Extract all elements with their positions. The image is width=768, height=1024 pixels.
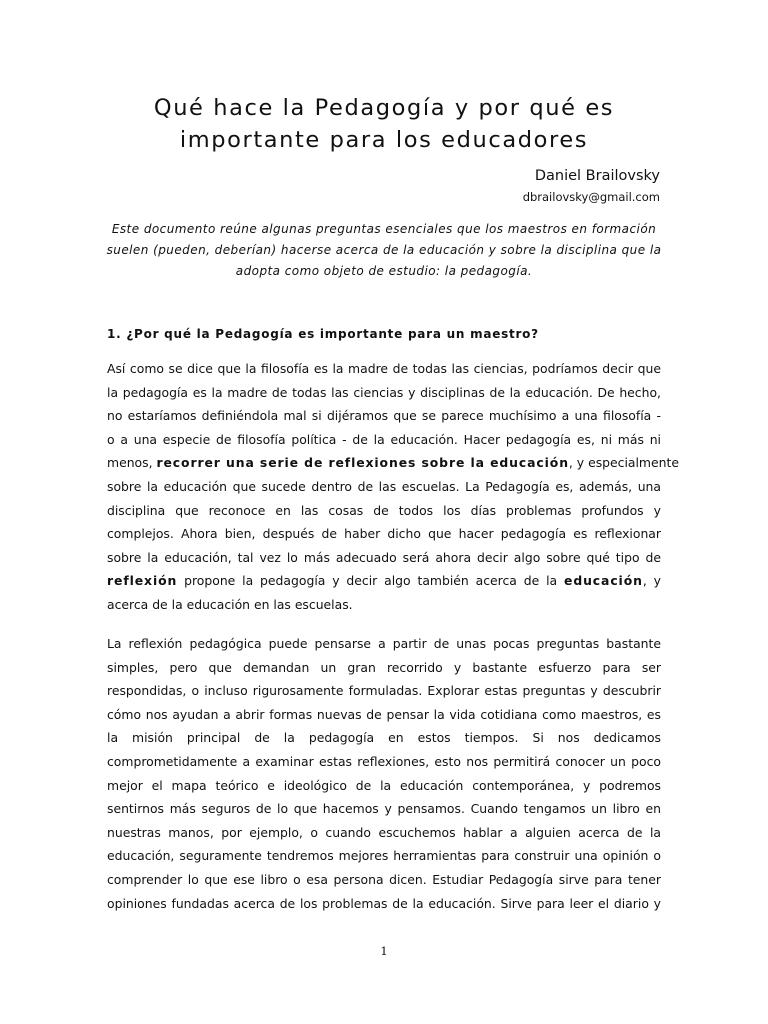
paragraph-line: respondidas, o incluso rigurosamente formuladas. Explorar estas preguntas y descubrir: [107, 683, 661, 699]
author-email: dbrailovsky@gmail.com: [522, 190, 660, 204]
page-number: 1: [380, 944, 388, 958]
paragraph-line: [107, 569, 661, 593]
paragraph-line: cómo nos ayudan a abrir formas nuevas de pensar la vida cotidiana como maestros, es: [107, 706, 661, 722]
paragraph-line: educación, seguramente tendremos mejores herramientas para construir una opinión o: [107, 848, 661, 864]
title-line: importante para los educadores: [179, 127, 589, 153]
line-text: , y especialmente: [568, 455, 679, 471]
emphasis-text: recorrer una serie de reflexiones sobre la educación: [156, 455, 569, 471]
paragraph-line: sobre la educación que sucede dentro de las escuelas. La Pedagogía es, además, una: [107, 478, 661, 494]
paragraph-line: opiniones fundadas acerca de los problemas de la educación. Sirve para leer el diario y: [107, 895, 661, 911]
document-title: [60, 92, 708, 156]
paragraph-line: [107, 451, 679, 475]
emphasis-text: educación: [564, 573, 643, 589]
paragraph-line: acerca de la educación en las escuelas.: [107, 596, 353, 612]
paragraph-line: mejor el mapa teórico e ideológico de la educación contemporánea, y podremos: [107, 777, 661, 793]
abstract-line: suelen (pueden, deberían) hacerse acerca de la educación y sobre la disciplina que la: [106, 243, 662, 257]
line-text: , y: [642, 573, 661, 589]
author-name: Daniel Brailovsky: [534, 168, 660, 184]
abstract-line: Este documento reúne algunas preguntas esenciales que los maestros en formación: [111, 222, 657, 236]
line-text: menos,: [107, 455, 153, 471]
abstract: [106, 219, 662, 282]
paragraph-line: sobre la educación, tal vez lo más adecuado será ahora decir algo sobre qué tipo de: [107, 549, 661, 565]
paragraph-line: sentirnos más seguros de lo que hacemos y pensamos. Cuando tengamos un libro en: [107, 801, 661, 817]
paragraph-line: Así como se dice que la filosofía es la madre de todas las ciencias, podríamos decir que: [107, 361, 661, 376]
abstract-line: adopta como objeto de estudio: la pedagogía.: [235, 264, 533, 278]
body-paragraph-2: [107, 632, 661, 915]
body-paragraph-1: [107, 357, 679, 617]
line-text: propone la pedagogía y decir algo también acerca de la: [177, 573, 565, 589]
paragraph-line: disciplina que reconoce en las cosas de todos los días problemas profundos y: [107, 502, 661, 518]
paragraph-line: la pedagogía es la madre de todas las ciencias y disciplinas de la educación. De hecho,: [107, 384, 661, 400]
title-line: Qué hace la Pedagogía y por qué es: [153, 95, 615, 121]
section-heading: 1. ¿Por qué la Pedagogía es importante para un maestro?: [107, 327, 539, 341]
emphasis-text: reflexión: [107, 573, 178, 589]
paragraph-line: comprometidamente a examinar estas reflexiones, esto nos permitirá conocer un poco: [107, 753, 661, 769]
paragraph-line: o a una especie de filosofía política - de la educación. Hacer pedagogía es, ni más ni: [107, 431, 661, 447]
paragraph-line: complejos. Ahora bien, después de haber dicho que hacer pedagogía es reflexionar: [107, 526, 661, 542]
paragraph-line: la misión principal de la pedagogía en estos tiempos. Si nos dedicamos: [107, 730, 661, 746]
paragraph-line: no estaríamos definiéndola mal si dijéramos que se parece muchísimo a una filosofía -: [107, 408, 661, 424]
paragraph-line: comprender lo que ese libro o esa persona dicen. Estudiar Pedagogía sirve para tener: [107, 871, 661, 887]
paragraph-line: nuestras manos, por ejemplo, o cuando escuchemos hablar a alguien acerca de la: [107, 824, 661, 840]
paragraph-line: simples, pero que demandan un gran recorrido y bastante esfuerzo para ser: [107, 659, 661, 675]
paragraph-line: La reflexión pedagógica puede pensarse a partir de unas pocas preguntas bastante: [107, 636, 661, 651]
